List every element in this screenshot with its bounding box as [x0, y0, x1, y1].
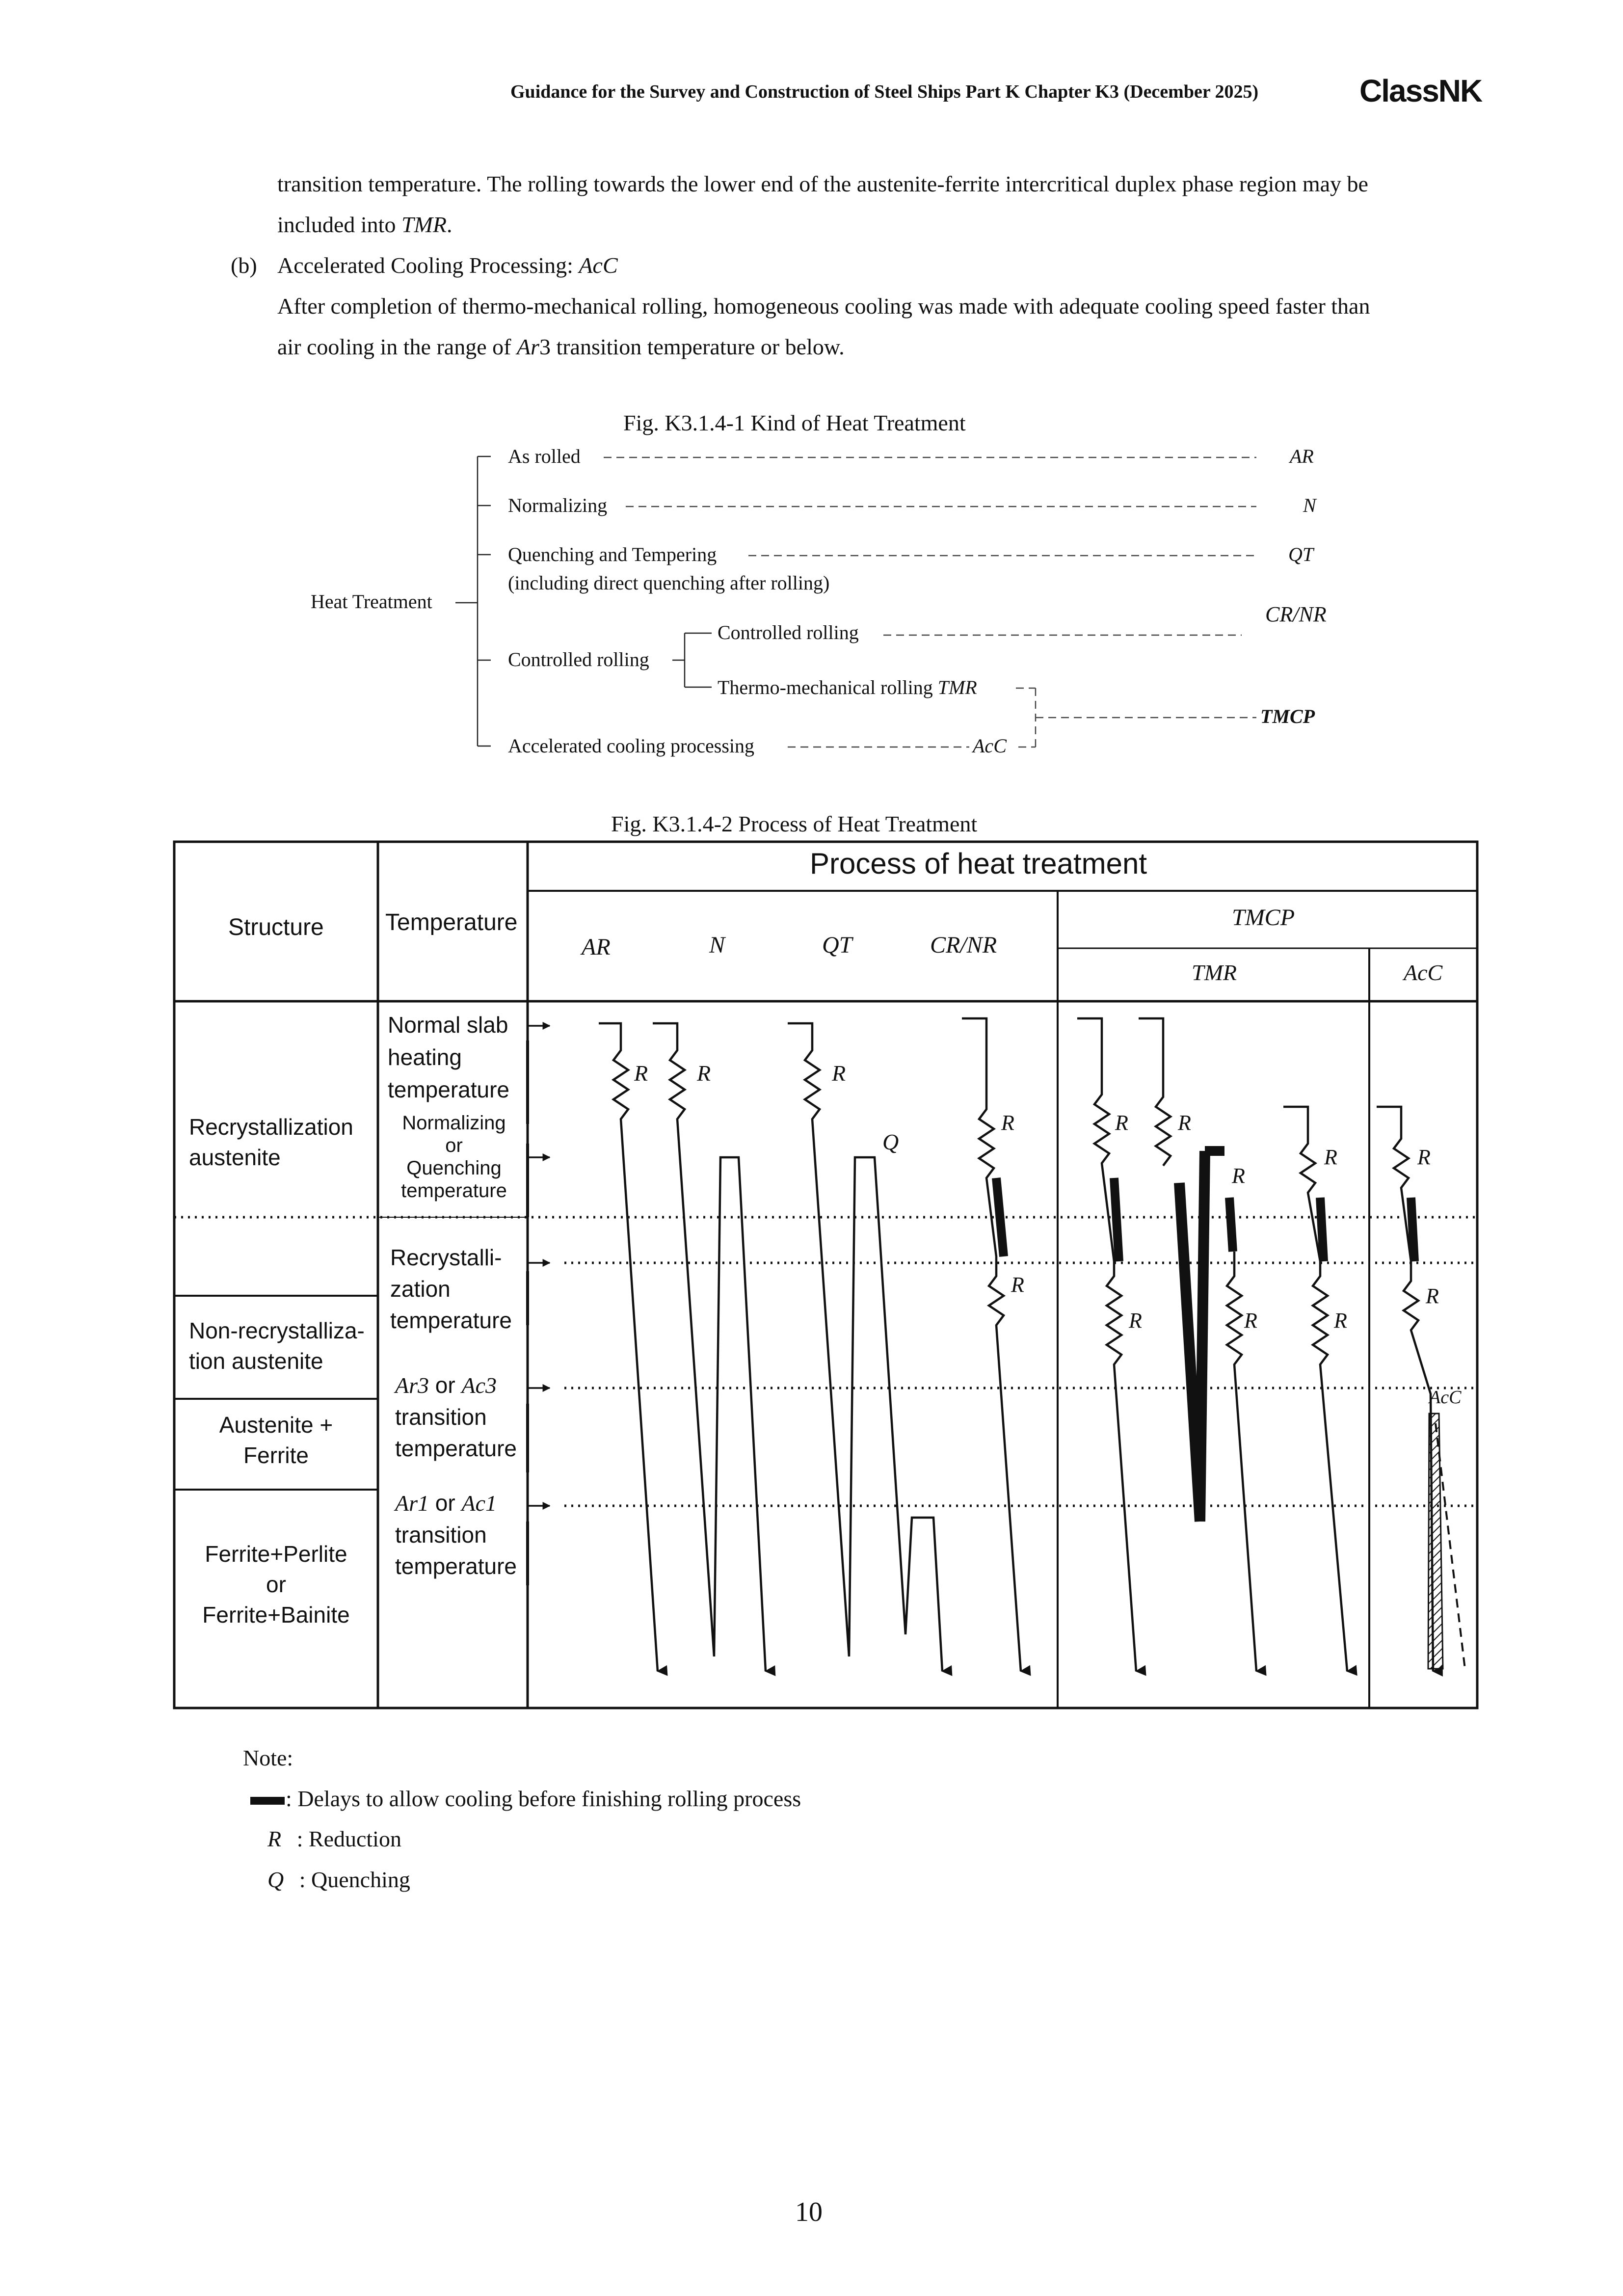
fig1-code-qt: QT	[1288, 543, 1314, 565]
body-line-4: After completion of thermo-mechanical rolling, homogeneous cooling was made with adequate cooling speed faster than	[277, 294, 1370, 319]
item-b-label: (b)	[231, 253, 257, 278]
fig2-title: Process of heat treatment	[810, 847, 1147, 880]
mark-acc: AcC	[1429, 1387, 1462, 1408]
fig2-temp-ar3-or: or	[429, 1372, 462, 1398]
fig1-code-ar: AR	[1290, 445, 1314, 467]
mark-r-tmr1-2: R	[1129, 1308, 1142, 1333]
note-delay	[250, 1786, 801, 1812]
fig1-caption: Fig. K3.1.4-1 Kind of Heat Treatment	[623, 410, 966, 435]
fig1-quenching: Quenching and Tempering	[508, 543, 717, 565]
fig2-temp-rec-3: temperature	[390, 1308, 512, 1333]
fig1-thermo-mechanical-code: TMR	[937, 676, 977, 698]
mark-r-tmr3-2: R	[1334, 1308, 1347, 1333]
mark-r-tmr1-1: R	[1115, 1111, 1128, 1135]
fig2-struct-nonrecryst-2: tion austenite	[189, 1348, 323, 1374]
mark-q-qt: Q	[882, 1129, 899, 1154]
running-header: Guidance for the Survey and Construction of Steel Ships Part K Chapter K3 (December 2025)	[510, 81, 1259, 102]
fig1-accelerated-code: AcC	[973, 735, 1007, 757]
fig2-temp-ar3-a: Ar3	[395, 1373, 429, 1398]
fig2-struct-nonrecryst	[189, 1315, 365, 1376]
fig2-temp-ar3-1	[395, 1369, 517, 1401]
mark-r-tmr3-1: R	[1324, 1145, 1337, 1169]
fig2-struct-recryst-1: Recrystallization	[189, 1114, 353, 1140]
fig1-code-tmcp: TMCP	[1260, 705, 1315, 727]
body-line-2-italic: TMR	[401, 212, 447, 237]
body-line-1: transition temperature. The rolling towards the lower end of the austenite-ferrite intercritical duplex phase region may be	[277, 171, 1368, 196]
item-b-title-italic: AcC	[579, 253, 618, 278]
fig2-temp-ar1-3: temperature	[395, 1553, 517, 1579]
fig1-as-rolled: As rolled	[508, 445, 581, 467]
mark-r-acc-2: R	[1426, 1284, 1439, 1308]
fig1-controlled-rolling: Controlled rolling	[508, 648, 649, 670]
note-quenching	[267, 1867, 410, 1893]
note-reduction	[267, 1826, 401, 1852]
fig2-temp-slab-1: Normal slab	[388, 1012, 508, 1038]
fig2-temp-ar1-or: or	[429, 1490, 462, 1516]
note-r-text: : Reduction	[291, 1826, 401, 1851]
fig2-temp-norm-4: temperature	[401, 1180, 507, 1201]
fig2-temp-ar3-2: transition	[395, 1404, 487, 1430]
mark-r-ar: R	[634, 1061, 648, 1086]
note-r-symbol: R	[267, 1826, 282, 1851]
fig2-temp-norm-3: Quenching	[406, 1157, 502, 1179]
fig2-temp-rec-2: zation	[390, 1276, 451, 1302]
mark-r-acc-1: R	[1417, 1145, 1431, 1169]
mark-r-crnr-1: R	[1001, 1111, 1014, 1135]
fig2-struct-recryst	[189, 1112, 353, 1173]
fig2-temp-norm-2: or	[445, 1135, 463, 1156]
fig1-code-crnr: CR/NR	[1265, 602, 1327, 626]
body-line-2-suffix: .	[446, 212, 452, 237]
fig2-temp-rec	[390, 1242, 512, 1336]
fig2-temp-ar1-a: Ar1	[395, 1491, 429, 1516]
mark-r-n: R	[697, 1061, 711, 1086]
body-line-2-prefix: included into	[277, 212, 401, 237]
fig2-struct-aus-2: Ferrite	[243, 1442, 309, 1468]
fig2-proc-tmcp: TMCP	[1232, 905, 1295, 931]
body-line-5-prefix: air cooling in the range of	[277, 334, 517, 359]
fig2-col-structure: Structure	[228, 914, 324, 940]
fig2-proc-crnr: CR/NR	[930, 932, 997, 958]
fig1-normalizing: Normalizing	[508, 494, 608, 516]
mark-r-qt: R	[832, 1061, 846, 1086]
page-number: 10	[795, 2197, 823, 2227]
fig1-accelerated: Accelerated cooling processing	[508, 735, 755, 757]
note-delay-text: : Delays to allow cooling before finishing rolling process	[286, 1786, 801, 1811]
mark-r-tmr2-2: R	[1232, 1164, 1245, 1188]
fig2-temp-ar1	[395, 1487, 517, 1582]
fig1-sub-controlled-rolling: Controlled rolling	[718, 621, 859, 643]
fig1-code-n: N	[1303, 494, 1316, 516]
fig2-struct-fp	[174, 1539, 378, 1630]
fig2-struct-recryst-2: austenite	[189, 1145, 281, 1170]
fig2-col-temperature: Temperature	[385, 909, 518, 935]
fig2-temp-ar3-3: temperature	[395, 1436, 517, 1461]
fig1-quenching-sub: (including direct quenching after rolling)	[508, 572, 830, 594]
fig2-temp-slab-2: heating	[388, 1044, 462, 1070]
note-title: Note:	[243, 1745, 293, 1770]
fig2-struct-aus-1: Austenite +	[219, 1412, 333, 1438]
delay-bar-symbol	[250, 1797, 285, 1805]
fig2-temp-ar1-1	[395, 1487, 517, 1519]
fig1-thermo-mechanical-label: Thermo-mechanical rolling	[718, 676, 938, 698]
fig2-temp-ar3-b: Ac3	[461, 1373, 497, 1398]
fig2-proc-tmr: TMR	[1192, 960, 1237, 985]
item-b-title-prefix: Accelerated Cooling Processing:	[277, 253, 579, 278]
body-line-5-italic: Ar	[516, 334, 539, 359]
fig2-temp-slab	[388, 1009, 509, 1106]
fig2-temp-ar3	[395, 1369, 517, 1464]
fig2-temp-norm	[388, 1112, 520, 1202]
fig1-root: Heat Treatment	[311, 590, 432, 613]
fig2-struct-fp-1: Ferrite+Perlite	[205, 1541, 347, 1567]
fig2-temp-ar1-b: Ac1	[461, 1491, 497, 1516]
fig2-proc-ar: AR	[582, 934, 611, 960]
mark-r-tmr2-1: R	[1178, 1111, 1191, 1135]
fig2-proc-qt: QT	[822, 932, 852, 958]
fig2-struct-aus	[174, 1410, 378, 1470]
fig2-proc-acc: AcC	[1404, 960, 1443, 985]
classnk-logo: ClassNK	[1359, 73, 1482, 108]
fig2-temp-ar1-2: transition	[395, 1522, 487, 1548]
fig2-temp-rec-1: Recrystalli-	[390, 1245, 502, 1270]
fig2-struct-fp-2: or	[266, 1572, 286, 1597]
mark-r-tmr2-3: R	[1244, 1308, 1257, 1333]
fig2-proc-n: N	[709, 932, 725, 958]
note-q-text: : Quenching	[293, 1867, 410, 1892]
mark-r-crnr-2: R	[1011, 1273, 1024, 1297]
body-line-5-suffix: 3 transition temperature or below.	[539, 334, 845, 359]
fig2-temp-norm-1: Normalizing	[402, 1112, 506, 1134]
note-q-symbol: Q	[267, 1867, 284, 1892]
fig2-struct-nonrecryst-1: Non-recrystalliza-	[189, 1318, 365, 1343]
fig2-struct-fp-3: Ferrite+Bainite	[202, 1602, 350, 1628]
fig2-caption: Fig. K3.1.4-2 Process of Heat Treatment	[611, 811, 978, 836]
fig2-temp-slab-3: temperature	[388, 1077, 510, 1102]
